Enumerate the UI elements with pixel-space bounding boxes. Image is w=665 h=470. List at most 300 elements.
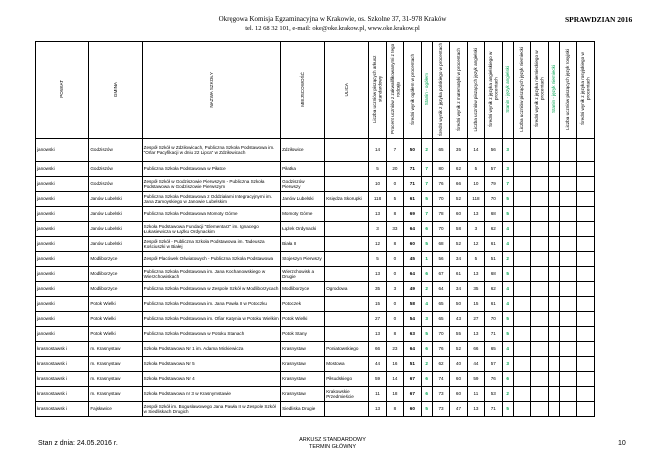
table-cell: 7: [386, 139, 403, 162]
table-cell: [531, 342, 548, 357]
table-cell: 50: [404, 139, 421, 162]
table-cell: [325, 139, 369, 162]
table-cell: 69: [404, 207, 421, 222]
table-cell: [577, 139, 595, 162]
table-cell: 71: [485, 327, 502, 342]
table-cell: janowski: [36, 282, 89, 297]
table-cell: Modliborzyce: [89, 252, 142, 267]
table-cell: 0: [386, 312, 403, 327]
table-cell: 3: [502, 162, 513, 177]
table-cell: [513, 222, 530, 237]
table-cell: 6: [421, 342, 432, 357]
table-cell: Zespół Szkół w Godziszowie Pierwszym - Publiczna Szkoła Podstawowa w Godziszowie Pierwszym: [142, 177, 280, 192]
column-header: [421, 42, 432, 139]
column-header-label: NAZWA SZKOŁY: [208, 71, 214, 108]
table-cell: 64: [404, 222, 421, 237]
exam-badge: SPRAWDZIAN 2016: [565, 15, 633, 24]
table-cell: 2: [502, 252, 513, 267]
table-cell: [559, 177, 576, 192]
table-cell: Zespół Szkół w Zdziłowicach, Publiczna Szkoła Podstawowa im. "Orlar Pacyfikacji w dniu 22 Lipca" w Zdziłowicach: [142, 139, 280, 162]
table-cell: 5: [467, 162, 484, 177]
table-cell: Publiczna Szkoła Podstawowa im. Jana Pawła II w Potoczku: [142, 297, 280, 312]
table-cell: 4: [502, 222, 513, 237]
table-cell: [325, 177, 369, 192]
footer-term: TERMIN GŁÓWNY: [308, 444, 357, 450]
table-cell: Szkoła Podstawowa Nr 4: [142, 372, 280, 387]
table-cell: 40: [450, 357, 467, 372]
table-cell: 5: [421, 237, 432, 252]
table-cell: 6: [421, 222, 432, 237]
table-cell: Krasnystaw: [281, 372, 325, 387]
table-cell: 8: [386, 207, 403, 222]
table-cell: 27: [467, 312, 484, 327]
table-cell: krasnostawsk i: [36, 357, 89, 372]
table-cell: Zespół Szkół im. Bogusławowego Jana Pawła II w Zespole Szkół w Siedliskach Drugich: [142, 402, 280, 417]
table-cell: [513, 357, 530, 372]
table-cell: 13: [369, 327, 386, 342]
table-row: [36, 207, 595, 222]
page-number: 10: [618, 440, 626, 447]
table-cell: [513, 252, 530, 267]
table-cell: janowski: [36, 222, 89, 237]
column-header-label: POWIAT: [59, 80, 65, 99]
table-cell: Publiczna Szkoła Podstawowa w Piłatce: [142, 162, 280, 177]
table-cell: [531, 357, 548, 372]
table-cell: [531, 162, 548, 177]
table-cell: 2: [502, 387, 513, 402]
table-cell: [531, 282, 548, 297]
table-cell: janowski: [36, 297, 89, 312]
table-cell: [548, 327, 559, 342]
table-cell: [559, 237, 576, 252]
table-cell: [325, 252, 369, 267]
table-cell: [577, 402, 595, 417]
table-cell: [513, 192, 530, 207]
table-cell: 66: [450, 177, 467, 192]
table-cell: Zespół Szkół - Publiczna Szkoła Podstawowa im. Tadeusza Kościuszki w Białej: [142, 237, 280, 252]
table-cell: Publiczna Szkoła Podstawowa im. Jana Kochanowskiego w Wierzchowiskach: [142, 267, 280, 282]
table-cell: [513, 139, 530, 162]
column-header: [281, 42, 325, 139]
table-cell: [559, 297, 576, 312]
table-cell: 66: [369, 342, 386, 357]
table-body: [36, 139, 595, 417]
table-row: [36, 267, 595, 282]
table-cell: [531, 252, 548, 267]
table-cell: 13: [369, 267, 386, 282]
table-cell: [513, 327, 530, 342]
column-header: [467, 42, 484, 139]
table-cell: [577, 207, 595, 222]
table-row: [36, 282, 595, 297]
footer-title: [0, 437, 665, 451]
table-cell: 4: [421, 297, 432, 312]
header-contact: tel. 12 68 32 101, e-mail: oke@oke.krakow.pl, www.oke.krakow.pl: [245, 25, 420, 32]
table-cell: Janów Lubelski: [89, 192, 142, 207]
table-cell: Modliborzyce: [89, 267, 142, 282]
table-cell: Biała II: [281, 237, 325, 252]
table-cell: janowski: [36, 139, 89, 162]
table-cell: janowski: [36, 177, 89, 192]
table-cell: 62: [485, 222, 502, 237]
table-cell: 4: [502, 282, 513, 297]
table-cell: 8: [386, 237, 403, 252]
table-cell: Godziszów: [89, 162, 142, 177]
table-cell: 49: [404, 282, 421, 297]
table-cell: 64: [404, 342, 421, 357]
table-cell: 20: [386, 162, 403, 177]
column-header-label: Stanin - język niemiecki: [551, 65, 557, 114]
table-cell: Janów Lubelski: [89, 207, 142, 222]
table-cell: [548, 312, 559, 327]
table-cell: [548, 252, 559, 267]
table-cell: 54: [404, 312, 421, 327]
table-cell: 35: [369, 282, 386, 297]
table-cell: 7: [421, 207, 432, 222]
table-cell: [513, 282, 530, 297]
table-cell: [577, 372, 595, 387]
table-cell: 18: [386, 387, 403, 402]
table-cell: Siedliska Drugie: [281, 402, 325, 417]
table-cell: 5: [502, 327, 513, 342]
table-cell: [513, 312, 530, 327]
table-cell: 71: [485, 402, 502, 417]
table-cell: 76: [432, 342, 449, 357]
table-cell: 11: [467, 387, 484, 402]
table-cell: Janów Lubelski: [89, 237, 142, 252]
table-cell: [513, 387, 530, 402]
table-cell: 2: [421, 139, 432, 162]
table-cell: 10: [467, 177, 484, 192]
table-cell: 70: [432, 327, 449, 342]
table-cell: Poniatowskiego: [325, 342, 369, 357]
table-cell: 56: [485, 139, 502, 162]
table-cell: Zdziłowice: [281, 139, 325, 162]
table-cell: 3: [421, 312, 432, 327]
table-cell: 51: [404, 357, 421, 372]
table-cell: 5: [502, 402, 513, 417]
table-row: [36, 237, 595, 252]
table-cell: [513, 402, 530, 417]
table-cell: Szkoła Podstawowa Fundacji "Elementarz" im. Ignacego Łukasiewicza w Łążku Ordynackim: [142, 222, 280, 237]
table-cell: 13: [467, 402, 484, 417]
column-header: [577, 42, 595, 139]
table-cell: 14: [369, 139, 386, 162]
table-cell: 5: [369, 252, 386, 267]
column-header: [559, 42, 576, 139]
table-cell: Publiczna Szkoła Podstawowa w Potoku Stanach: [142, 327, 280, 342]
table-cell: [325, 327, 369, 342]
table-cell: 60: [450, 387, 467, 402]
table-cell: [577, 162, 595, 177]
table-cell: [559, 372, 576, 387]
table-cell: 78: [432, 207, 449, 222]
table-cell: [559, 267, 576, 282]
table-cell: [531, 177, 548, 192]
table-cell: 5: [421, 327, 432, 342]
table-cell: 52: [450, 192, 467, 207]
table-row: [36, 162, 595, 177]
table-cell: [559, 327, 576, 342]
column-header-label: Średni wynik ogółem w procentach: [409, 53, 415, 125]
table-cell: 13: [369, 207, 386, 222]
table-cell: 70: [485, 192, 502, 207]
table-cell: [513, 342, 530, 357]
table-cell: [559, 207, 576, 222]
footer-sheet-type: ARKUSZ STANDARDOWY: [299, 437, 366, 443]
table-cell: 6: [421, 372, 432, 387]
table-cell: Janów Lubelski: [281, 192, 325, 207]
table-cell: 45: [404, 252, 421, 267]
table-cell: 14: [386, 372, 403, 387]
table-cell: Księdza Skorupki: [325, 192, 369, 207]
column-header: [404, 42, 421, 139]
table-cell: 15: [467, 297, 484, 312]
table-row: [36, 327, 595, 342]
table-cell: [513, 297, 530, 312]
table-cell: [548, 177, 559, 192]
table-cell: [531, 402, 548, 417]
table-cell: 58: [404, 297, 421, 312]
table-cell: 61: [450, 267, 467, 282]
table-cell: Potok Wielki: [281, 312, 325, 327]
column-header: [502, 42, 513, 139]
table-cell: 47: [450, 402, 467, 417]
table-cell: [325, 222, 369, 237]
table-cell: [548, 207, 559, 222]
table-row: [36, 342, 595, 357]
table-cell: [577, 252, 595, 267]
table-cell: 60: [450, 372, 467, 387]
table-cell: 2: [421, 282, 432, 297]
table-cell: 63: [404, 327, 421, 342]
table-cell: Publiczna Szkoła Podstawowa Momoty Górne: [142, 207, 280, 222]
table-cell: 61: [485, 237, 502, 252]
table-cell: 76: [432, 177, 449, 192]
table-cell: 0: [386, 297, 403, 312]
table-cell: Krakowskie Przedmieście: [325, 387, 369, 402]
table-cell: 4: [502, 342, 513, 357]
column-header-label: Średni wynik z języka polskiego w procentach: [438, 42, 444, 136]
table-cell: 67: [432, 267, 449, 282]
table-cell: [577, 357, 595, 372]
table-cell: 68: [485, 267, 502, 282]
table-cell: janowski: [36, 312, 89, 327]
column-header-label: Liczba uczniów piszących język niemiecki: [519, 46, 525, 132]
table-cell: 44: [467, 357, 484, 372]
table-cell: 65: [432, 297, 449, 312]
table-cell: [531, 327, 548, 342]
table-cell: [325, 237, 369, 252]
table-cell: Publiczna Szkoła Podstawowa z Oddziałami Integracyjnymi im. Jana Zamoyskiego w Janowie Lubelskim: [142, 192, 280, 207]
table-cell: 5: [421, 192, 432, 207]
table-cell: Modliborzyce: [89, 282, 142, 297]
table-cell: 15: [369, 297, 386, 312]
table-cell: m. Krasnystaw: [89, 372, 142, 387]
table-cell: Szkoła Podstawowa Nr 5: [142, 357, 280, 372]
table-row: [36, 372, 595, 387]
table-cell: 80: [432, 162, 449, 177]
column-header: [531, 42, 548, 139]
table-cell: [513, 177, 530, 192]
table-cell: [559, 342, 576, 357]
table-cell: 23: [386, 342, 403, 357]
table-cell: janowski: [36, 267, 89, 282]
table-cell: 13: [467, 267, 484, 282]
table-cell: Momoty Górne: [281, 207, 325, 222]
table-cell: 52: [450, 237, 467, 252]
table-cell: [559, 139, 576, 162]
table-cell: 6: [421, 267, 432, 282]
column-header: [548, 42, 559, 139]
results-table: [35, 41, 595, 417]
table-cell: 10: [369, 177, 386, 192]
table-cell: Godziszów: [89, 177, 142, 192]
column-header: [325, 42, 369, 139]
table-cell: 5: [502, 312, 513, 327]
table-cell: Mostowa: [325, 357, 369, 372]
table-cell: 50: [450, 297, 467, 312]
table-cell: [577, 312, 595, 327]
table-cell: 65: [485, 342, 502, 357]
table-cell: 58: [450, 222, 467, 237]
table-cell: 8: [386, 402, 403, 417]
table-cell: [559, 312, 576, 327]
table-cell: [577, 387, 595, 402]
table-cell: [513, 372, 530, 387]
table-cell: 71: [404, 177, 421, 192]
table-cell: 13: [467, 327, 484, 342]
table-cell: janowski: [36, 192, 89, 207]
table-cell: 51: [485, 252, 502, 267]
table-cell: [325, 402, 369, 417]
table-cell: Publiczna Szkoła Podstawowa w Zespole Szkół w Modliborzycach: [142, 282, 280, 297]
table-cell: Ogrodowa: [325, 282, 369, 297]
table-cell: 5: [369, 162, 386, 177]
table-cell: [548, 139, 559, 162]
table-cell: [559, 357, 576, 372]
table-cell: 12: [369, 237, 386, 252]
table-cell: 70: [485, 312, 502, 327]
table-row: [36, 252, 595, 267]
table-cell: Godziszów Pierwszy: [281, 177, 325, 192]
table-cell: 13: [369, 402, 386, 417]
column-header-label: Liczba uczniów piszących język rosyjski: [565, 48, 571, 130]
table-cell: 53: [485, 387, 502, 402]
table-row: [36, 177, 595, 192]
table-cell: 52: [450, 342, 467, 357]
table-cell: 43: [450, 312, 467, 327]
table-cell: [577, 282, 595, 297]
column-header: [386, 42, 403, 139]
table-cell: 71: [404, 162, 421, 177]
table-cell: [577, 222, 595, 237]
table-cell: 73: [432, 402, 449, 417]
table-cell: [531, 139, 548, 162]
table-cell: 3: [467, 222, 484, 237]
table-cell: 57: [485, 357, 502, 372]
column-header-label: Średni wynik z języka niemieckiego w procentach: [534, 51, 545, 128]
table-cell: [531, 387, 548, 402]
table-row: [36, 387, 595, 402]
table-cell: [531, 237, 548, 252]
table-cell: 5: [502, 192, 513, 207]
table-row: [36, 192, 595, 207]
table-cell: [531, 267, 548, 282]
column-header: [485, 42, 502, 139]
column-header-label: ULICA: [344, 82, 350, 97]
table-cell: Krasnystaw: [281, 357, 325, 372]
table-cell: 5: [502, 207, 513, 222]
table-cell: [577, 297, 595, 312]
table-cell: 8: [386, 327, 403, 342]
table-cell: [531, 312, 548, 327]
table-cell: Krasnystaw: [281, 387, 325, 402]
table-cell: janowski: [36, 237, 89, 252]
table-cell: Potok Wielki: [89, 297, 142, 312]
table-cell: 3: [502, 357, 513, 372]
table-cell: 34: [450, 282, 467, 297]
table-cell: 5: [386, 192, 403, 207]
table-cell: [513, 207, 530, 222]
table-cell: krasnostawsk i: [36, 387, 89, 402]
table-row: [36, 357, 595, 372]
table-cell: 6: [421, 387, 432, 402]
table-cell: 57: [485, 162, 502, 177]
table-cell: m. Krasnystaw: [89, 357, 142, 372]
table-row: [36, 402, 595, 417]
table-cell: 0: [386, 252, 403, 267]
table-cell: [531, 297, 548, 312]
table-cell: 61: [485, 297, 502, 312]
table-cell: [548, 342, 559, 357]
table-cell: [548, 387, 559, 402]
table-row: [36, 297, 595, 312]
table-cell: 3: [502, 139, 513, 162]
table-cell: [513, 237, 530, 252]
table-cell: 13: [467, 207, 484, 222]
table-cell: 5: [421, 402, 432, 417]
table-cell: 62: [485, 282, 502, 297]
column-header: [36, 42, 89, 139]
table-cell: [559, 282, 576, 297]
column-header-label: MIEJSCOWOŚĆ: [299, 71, 305, 107]
table-cell: 5: [467, 252, 484, 267]
column-header-label: Liczba uczniów piszących arkusz standardowy: [372, 55, 383, 123]
table-cell: [325, 312, 369, 327]
table-cell: [513, 162, 530, 177]
header-row: [36, 42, 595, 139]
table-cell: 79: [485, 177, 502, 192]
table-cell: 64: [404, 267, 421, 282]
table-cell: 1: [421, 252, 432, 267]
table-cell: [325, 162, 369, 177]
table-cell: 35: [467, 282, 484, 297]
table-cell: 60: [450, 207, 467, 222]
table-cell: [559, 192, 576, 207]
table-cell: 62: [432, 357, 449, 372]
table-cell: [548, 162, 559, 177]
table-cell: Wierzchowisk a Drugie: [281, 267, 325, 282]
column-header-label: Średni wynik z języka rosyjskiego w procentach: [580, 52, 591, 126]
table-cell: 65: [432, 312, 449, 327]
table-cell: 3: [386, 282, 403, 297]
footer-date: Stan z dnia: 24.05.2016 r.: [38, 440, 118, 447]
table-cell: 59: [369, 372, 386, 387]
table-cell: 11: [369, 387, 386, 402]
table-cell: 35: [450, 139, 467, 162]
table-cell: [577, 327, 595, 342]
